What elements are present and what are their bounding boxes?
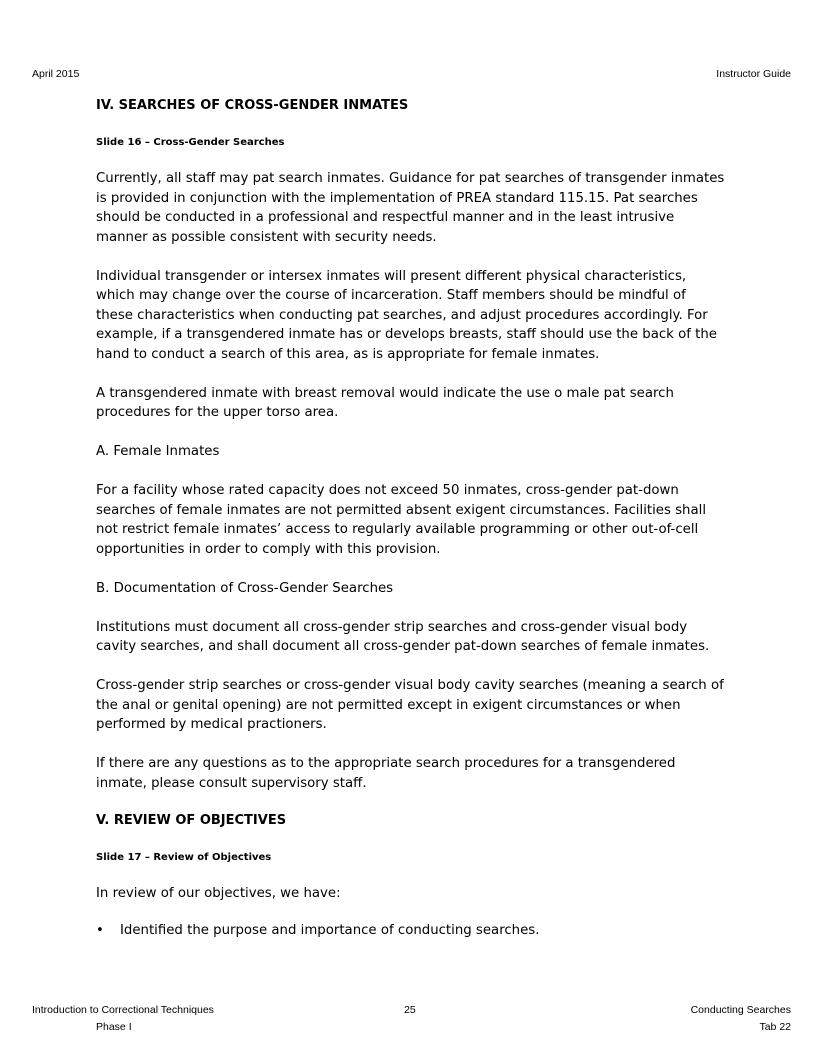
- section-heading: V. REVIEW OF OBJECTIVES: [96, 813, 287, 828]
- footer-course-title: Introduction to Correctional Techniques: [32, 1004, 214, 1016]
- subsection-heading: A. Female Inmates: [96, 444, 220, 459]
- page-number: 25: [404, 1004, 416, 1016]
- paragraph: Individual transgender or intersex inmates will present different physical characteristics, which may change over the course of incarceration. Staff members should be mindful of these characteristics when conducting pat searches, and adjust procedures accordingly. For example, if a transgendered inmate has or develops breasts, staff should use the back of the hand to conduct a search of this area, as is appropriate for female inmates.: [96, 268, 717, 362]
- paragraph: For a facility whose rated capacity does not exceed 50 inmates, cross-gender pat-down searches of female inmates are not permitted absent exigent circumstances. Facilities shall not restrict female inmates’ access to regularly available programming or other out-of-cell opportunities in order to comply with this provision.: [96, 483, 707, 557]
- header-date: April 2015: [32, 68, 80, 80]
- footer-tab: Tab 22: [759, 1021, 791, 1033]
- list-item-text: Identified the purpose and importance of conducting searches.: [120, 922, 540, 938]
- paragraph: Institutions must document all cross-gender strip searches and cross-gender visual body cavity searches, and shall document all cross-gender pat-down searches of female inmates.: [96, 619, 710, 654]
- slide-label: Slide 17 – Review of Objectives: [96, 851, 272, 863]
- footer-phase: Phase I: [96, 1021, 132, 1033]
- subsection-heading: B. Documentation of Cross-Gender Searches: [96, 580, 394, 596]
- list-item: [96, 921, 726, 941]
- paragraph: Cross-gender strip searches or cross-gender visual body cavity searches (meaning a search of the anal or genital opening) are not permitted except in exigent circumstances or when performed by medical practioners.: [96, 678, 724, 732]
- paragraph: In review of our objectives, we have:: [96, 886, 341, 901]
- section-heading: IV. SEARCHES OF CROSS-GENDER INMATES: [96, 98, 409, 113]
- paragraph: If there are any questions as to the appropriate search procedures for a transgendered inmate, please consult supervisory staff.: [96, 756, 676, 791]
- paragraph: Currently, all staff may pat search inmates. Guidance for pat searches of transgender inmates is provided in conjunction with the implementation of PREA standard 115.15. Pat searches should be conducted in a professional and respectful manner and in the least intrusive manner as possible consistent with security needs.: [96, 171, 725, 245]
- slide-label: Slide 16 – Cross-Gender Searches: [96, 136, 285, 148]
- paragraph: A transgendered inmate with breast removal would indicate the use o male pat search procedures for the upper torso area.: [96, 385, 674, 420]
- document-body: [96, 96, 726, 940]
- header-doc-type: Instructor Guide: [716, 68, 791, 80]
- footer-section-title: Conducting Searches: [690, 1004, 791, 1016]
- bullet-icon: •: [96, 922, 104, 938]
